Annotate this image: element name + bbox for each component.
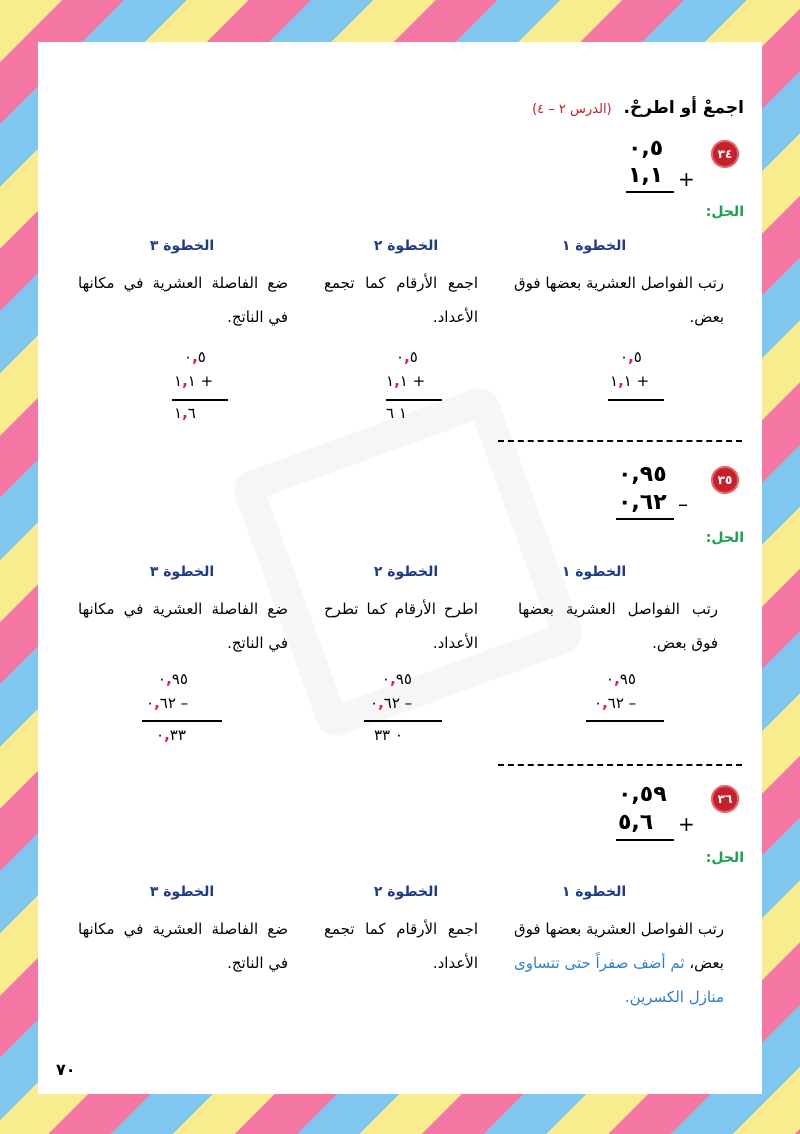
- calc-line: ١,١ +: [386, 372, 426, 390]
- step-text: ضع الفاصلة العشرية في مكانها في الناتج.: [78, 274, 288, 326]
- step-text: ضع الفاصلة العشرية في مكانها في الناتج.: [78, 920, 288, 972]
- heading-title: اجمعْ أو اطرحْ.: [623, 98, 744, 118]
- calc-underline: [386, 399, 442, 401]
- problem-number-badge: ٣٤: [711, 140, 739, 168]
- step-title: الخطوة ١: [561, 238, 627, 254]
- calc-line: ٠,٩٥: [606, 670, 636, 688]
- problem-bottom-number: ٠,٦٢: [618, 490, 667, 515]
- calc-line: ٠,٥: [620, 348, 642, 366]
- section-divider: [498, 440, 742, 442]
- calc-line: ٠,٥: [184, 348, 206, 366]
- step-title: الخطوة ٢: [373, 238, 439, 254]
- operator-sign: –: [678, 492, 688, 516]
- problem-bottom-number: ١,١: [628, 163, 664, 188]
- calc-underline: [142, 720, 222, 722]
- step-text-main: رتب الفواصل العشرية بعضها فوق بعض،: [514, 920, 724, 972]
- step-title: الخطوة ٣: [149, 564, 215, 580]
- operator-sign: +: [678, 167, 695, 191]
- problem-top-number: ٠,٥: [628, 136, 664, 161]
- page-heading: [532, 98, 744, 118]
- calc-underline: [608, 399, 664, 401]
- worksheet-page: [38, 42, 762, 1094]
- solution-label: الحل:: [705, 850, 744, 866]
- step-text: اجمع الأرقام كما تجمع الأعداد.: [324, 274, 478, 326]
- step-title: الخطوة ١: [561, 884, 627, 900]
- calc-result: ١ ٦: [386, 404, 407, 422]
- step-text: رتب الفواصل العشرية بعضها فوق بعض.: [514, 274, 724, 326]
- problem-underline: [616, 839, 674, 841]
- step-text: ضع الفاصلة العشرية في مكانها في الناتج.: [78, 600, 288, 652]
- calc-result: ١,٦: [174, 404, 196, 422]
- section-divider: [498, 764, 742, 766]
- lesson-reference: (الدرس ٢ – ٤): [532, 102, 612, 117]
- problem-number-badge: ٣٥: [711, 466, 739, 494]
- problem-underline: [616, 518, 674, 520]
- problem-bottom-number: ٥,٦: [618, 810, 654, 835]
- step-text: [514, 912, 724, 1014]
- calc-line: ٠,٦٢ –: [370, 694, 413, 712]
- calc-underline: [364, 720, 442, 722]
- problem-underline: [626, 191, 674, 193]
- calc-line: ٠,٦٢ –: [594, 694, 637, 712]
- solution-label: الحل:: [705, 530, 744, 546]
- calc-line: ٠,٦٢ –: [146, 694, 189, 712]
- calc-line: ١,١ +: [174, 372, 214, 390]
- problem-top-number: ٠,٥٩: [618, 782, 667, 807]
- step-title: الخطوة ٢: [373, 884, 439, 900]
- calc-line: ٠,٩٥: [382, 670, 412, 688]
- solution-label: الحل:: [705, 204, 744, 220]
- step-text: اطرح الأرقام كما تطرح الأعداد.: [324, 600, 478, 652]
- calc-line: ١,١ +: [610, 372, 650, 390]
- page-number: ٧٠: [56, 1060, 76, 1079]
- calc-line: ٠,٩٥: [158, 670, 188, 688]
- step-text-highlight: ثم أضف صفراً حتى تتساوى منازل الكسرين.: [514, 954, 724, 1006]
- step-text: رتب الفواصل العشرية بعضها فوق بعض.: [518, 600, 718, 652]
- calc-underline: [586, 720, 664, 722]
- step-title: الخطوة ١: [561, 564, 627, 580]
- problem-number-badge: ٣٦: [711, 785, 739, 813]
- calc-result: ٠ ٣٣: [374, 726, 403, 744]
- calc-underline: [172, 399, 228, 401]
- problem-top-number: ٠,٩٥: [618, 462, 667, 487]
- calc-line: ٠,٥: [396, 348, 418, 366]
- operator-sign: +: [678, 812, 695, 836]
- step-title: الخطوة ٣: [149, 238, 215, 254]
- step-text: اجمع الأرقام كما تجمع الأعداد.: [324, 920, 478, 972]
- step-title: الخطوة ٢: [373, 564, 439, 580]
- calc-result: ٠,٣٣: [156, 726, 186, 744]
- step-title: الخطوة ٣: [149, 884, 215, 900]
